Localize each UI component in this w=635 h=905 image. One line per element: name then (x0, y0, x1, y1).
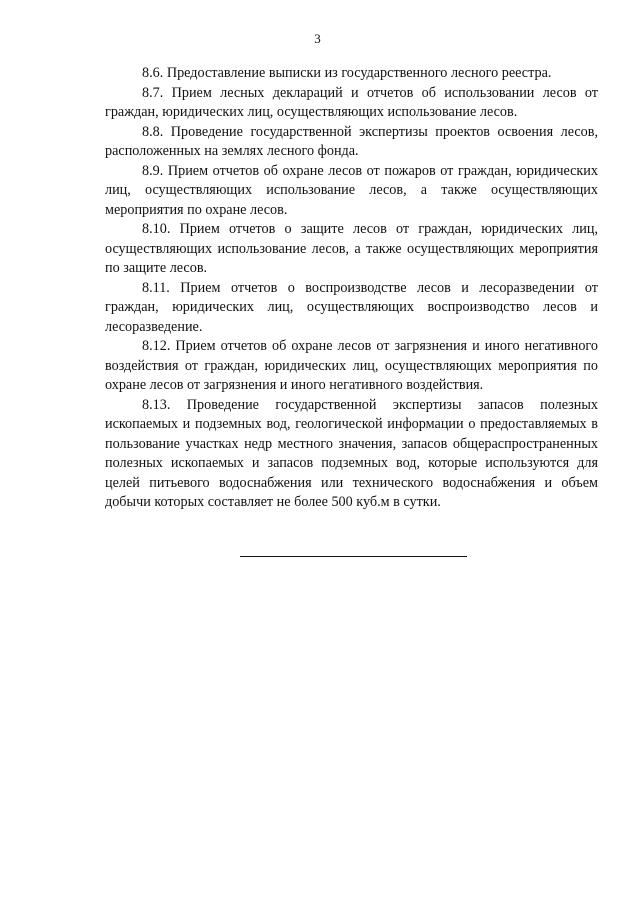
paragraph-8-10: 8.10. Прием отчетов о защите лесов от граждан, юридических лиц, осуществляющих использование лесов, а также осуществляющих мероприятия по защите лесов. (105, 221, 598, 276)
paragraph-8-8: 8.8. Проведение государственной экспертизы проектов освоения лесов, расположенных на землях лесного фонда. (105, 123, 598, 159)
paragraph-8-13: 8.13. Проведение государственной экспертизы запасов полезных ископаемых и подземных вод, геологической информации о предоставляемых в пользование участках недр местного значения, запасов общераспространенных полезных ископаемых и запасов подземных вод, которые используются для целей питьевого водоснабжения или технического водоснабжения и объем добычи которых составляет не более 500 куб.м в сутки. (105, 396, 598, 510)
end-separator-line (240, 556, 467, 557)
paragraph-8-6: 8.6. Предоставление выписки из государственного лесного реестра. (142, 65, 552, 81)
paragraph-8-12: 8.12. Прием отчетов об охране лесов от загрязнения и иного негативного воздействия от граждан, юридических лиц, осуществляющих мероприятия по охране лесов от загрязнения и иного негативного воздействия. (105, 338, 598, 393)
paragraph-8-9: 8.9. Прием отчетов об охране лесов от пожаров от граждан, юридических лиц, осуществляющих использование лесов, а также осуществляющих мероприятия по охране лесов. (105, 162, 598, 218)
page-number: 3 (314, 31, 321, 46)
document-body (105, 64, 598, 513)
paragraph-8-11: 8.11. Прием отчетов о воспроизводстве лесов и лесоразведении от граждан, юридических лиц, осуществляющих воспроизводство лесов и лесоразведение. (105, 279, 598, 335)
paragraph-8-7: 8.7. Прием лесных деклараций и отчетов об использовании лесов от граждан, юридических лиц, осуществляющих использование лесов. (105, 84, 598, 120)
